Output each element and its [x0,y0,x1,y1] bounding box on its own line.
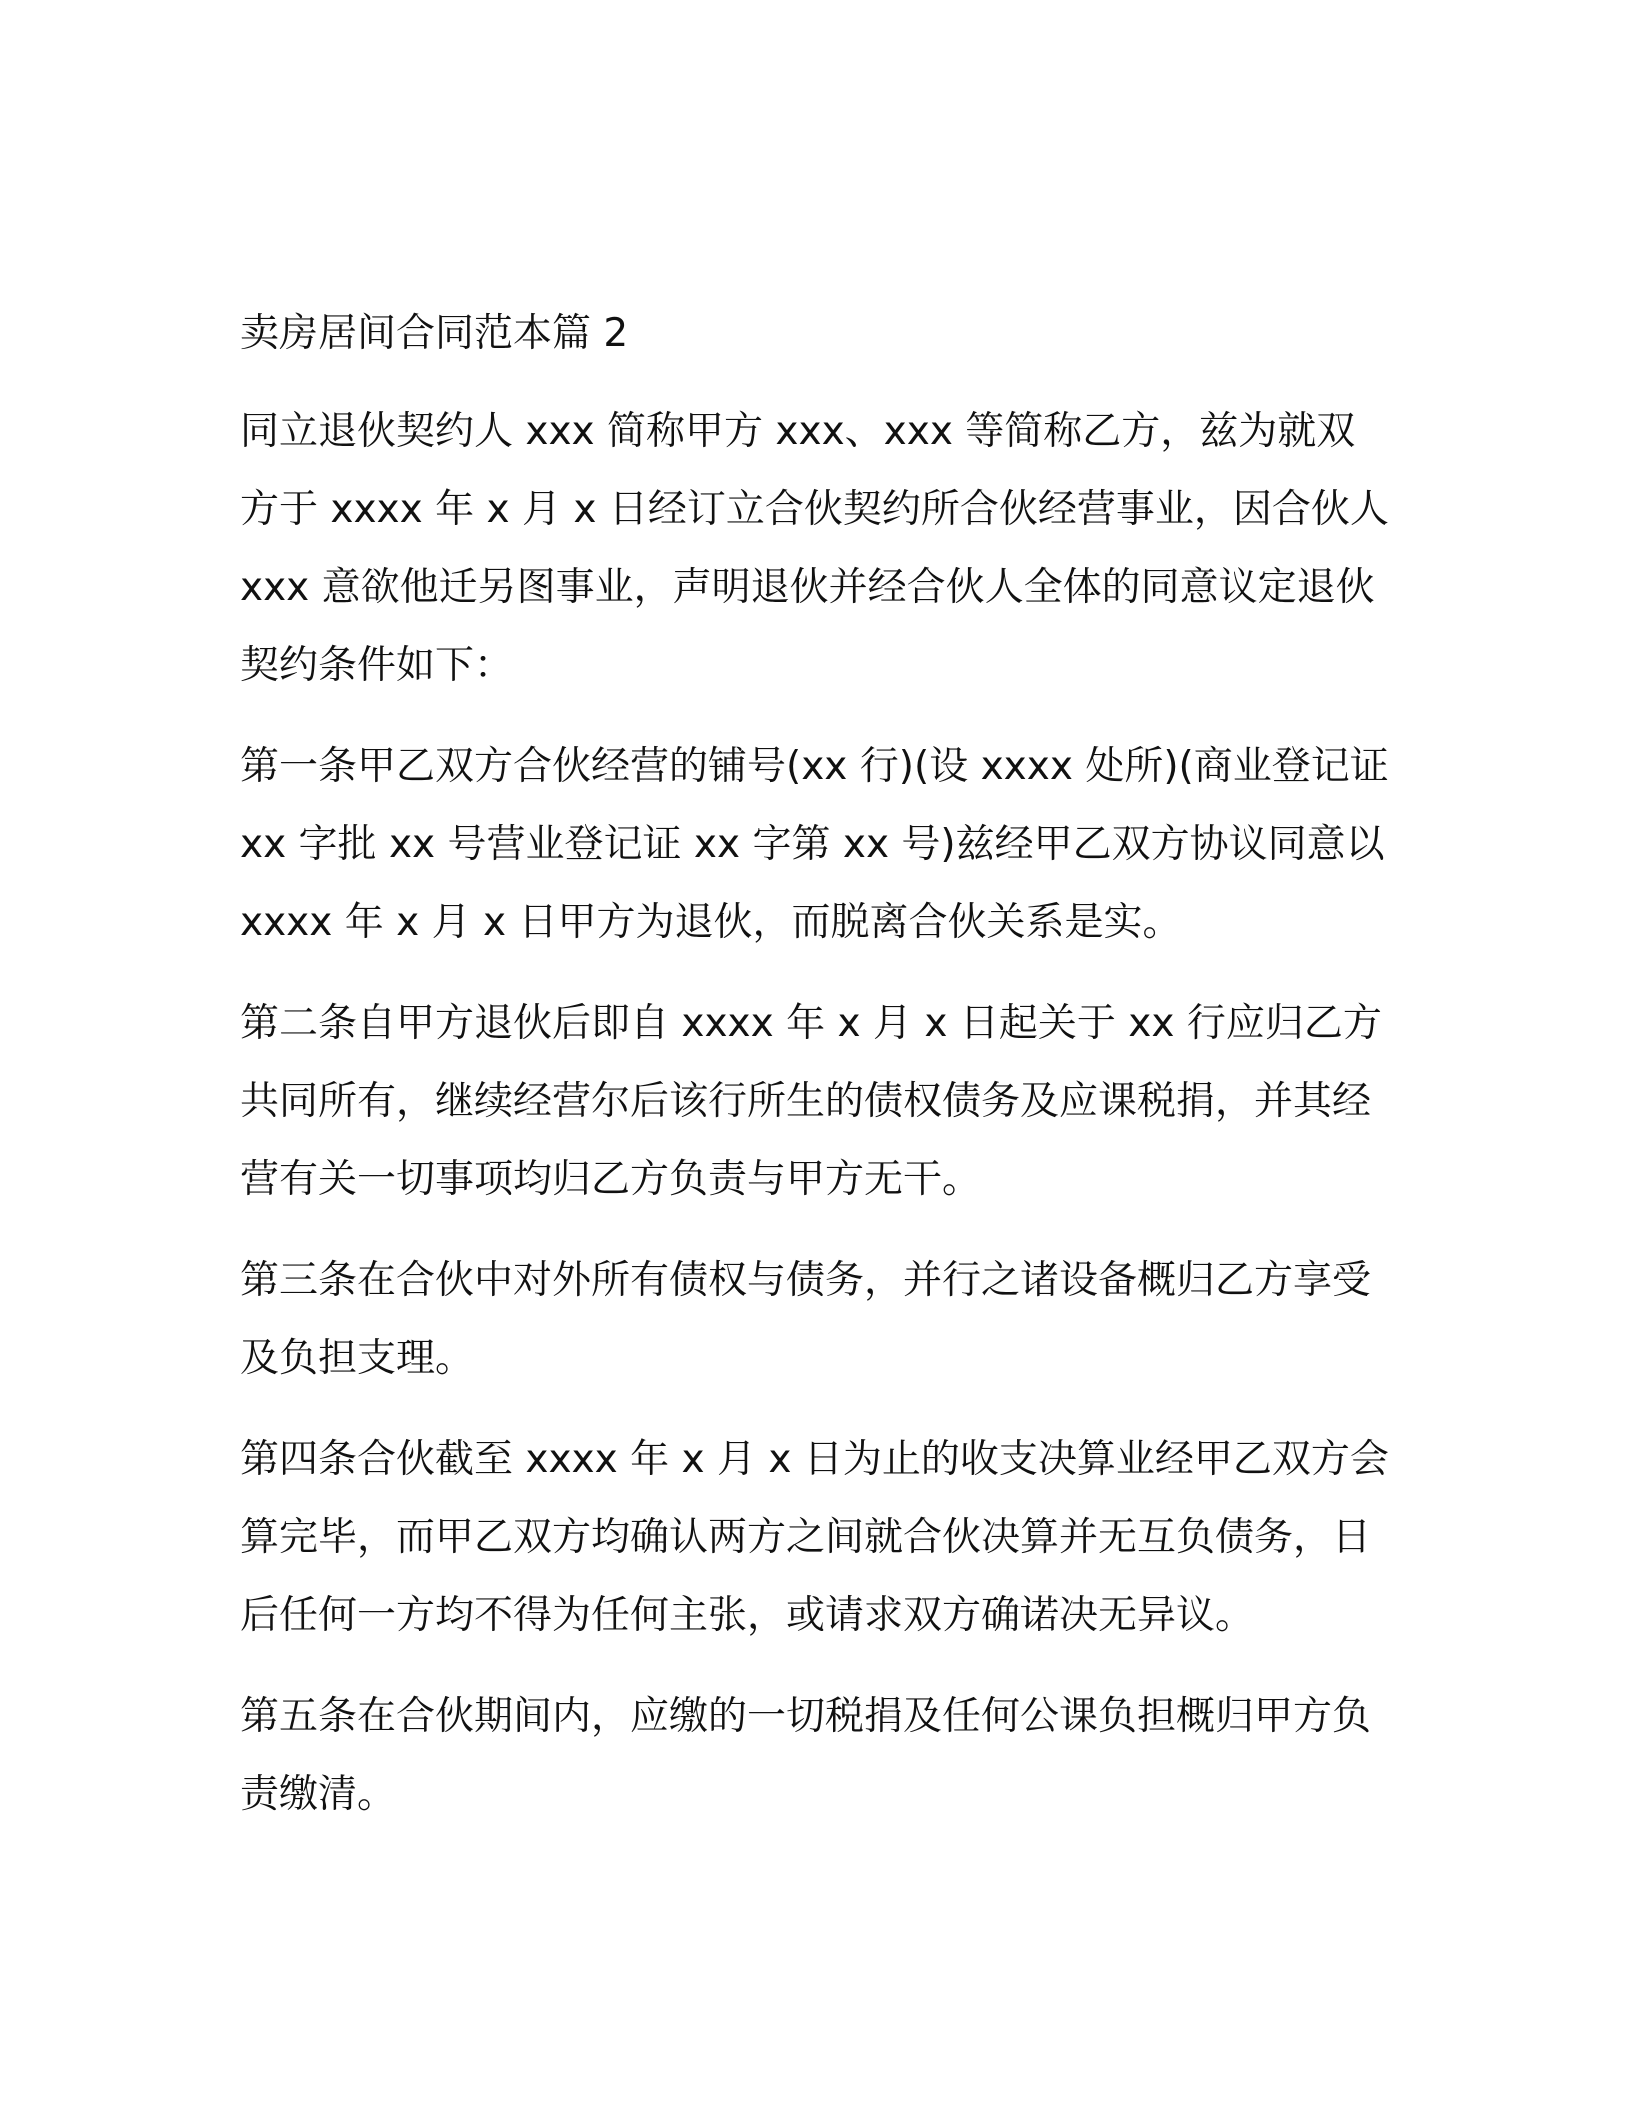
paragraph-intro: 同立退伙契约人 xxx 简称甲方 xxx、xxx 等简称乙方，兹为就双方于 xxxx 年 x 月 x 日经订立合伙契约所合伙经营事业，因合伙人 xxx 意欲他迁另图事业，声明退伙并经合伙人全体的同意议定退伙契约条件如下： [240,409,1389,688]
paragraph-article-3: 第三条在合伙中对外所有债权与债务，并行之诸设备概归乙方享受及负担支理。 [240,1258,1372,1381]
paragraph-article-5: 第五条在合伙期间内，应缴的一切税捐及任何公课负担概归甲方负责缴清。 [240,1694,1372,1817]
paragraph-article-2: 第二条自甲方退伙后即自 xxxx 年 x 月 x 日起关于 xx 行应归乙方共同所有，继续经营尔后该行所生的债权债务及应课税捐，并其经营有关一切事项均归乙方负责与甲方无干。 [240,1001,1382,1202]
paragraph-article-4: 第四条合伙截至 xxxx 年 x 月 x 日为止的收支决算业经甲乙双方会算完毕，而甲乙双方均确认两方之间就合伙决算并无互负债务，日后任何一方均不得为任何主张，或请求双方确诺决无异议。 [240,1437,1389,1638]
document-body [240,295,1390,1857]
document-title: 卖房居间合同范本篇 2 [240,311,629,356]
paragraph-article-1: 第一条甲乙双方合伙经营的铺号(xx 行)(设 xxxx 处所)(商业登记证 xx 字批 xx 号营业登记证 xx 字第 xx 号)兹经甲乙双方协议同意以 xxxx 年 x 月 x 日甲方为退伙，而脱离合伙关系是实。 [240,744,1389,945]
